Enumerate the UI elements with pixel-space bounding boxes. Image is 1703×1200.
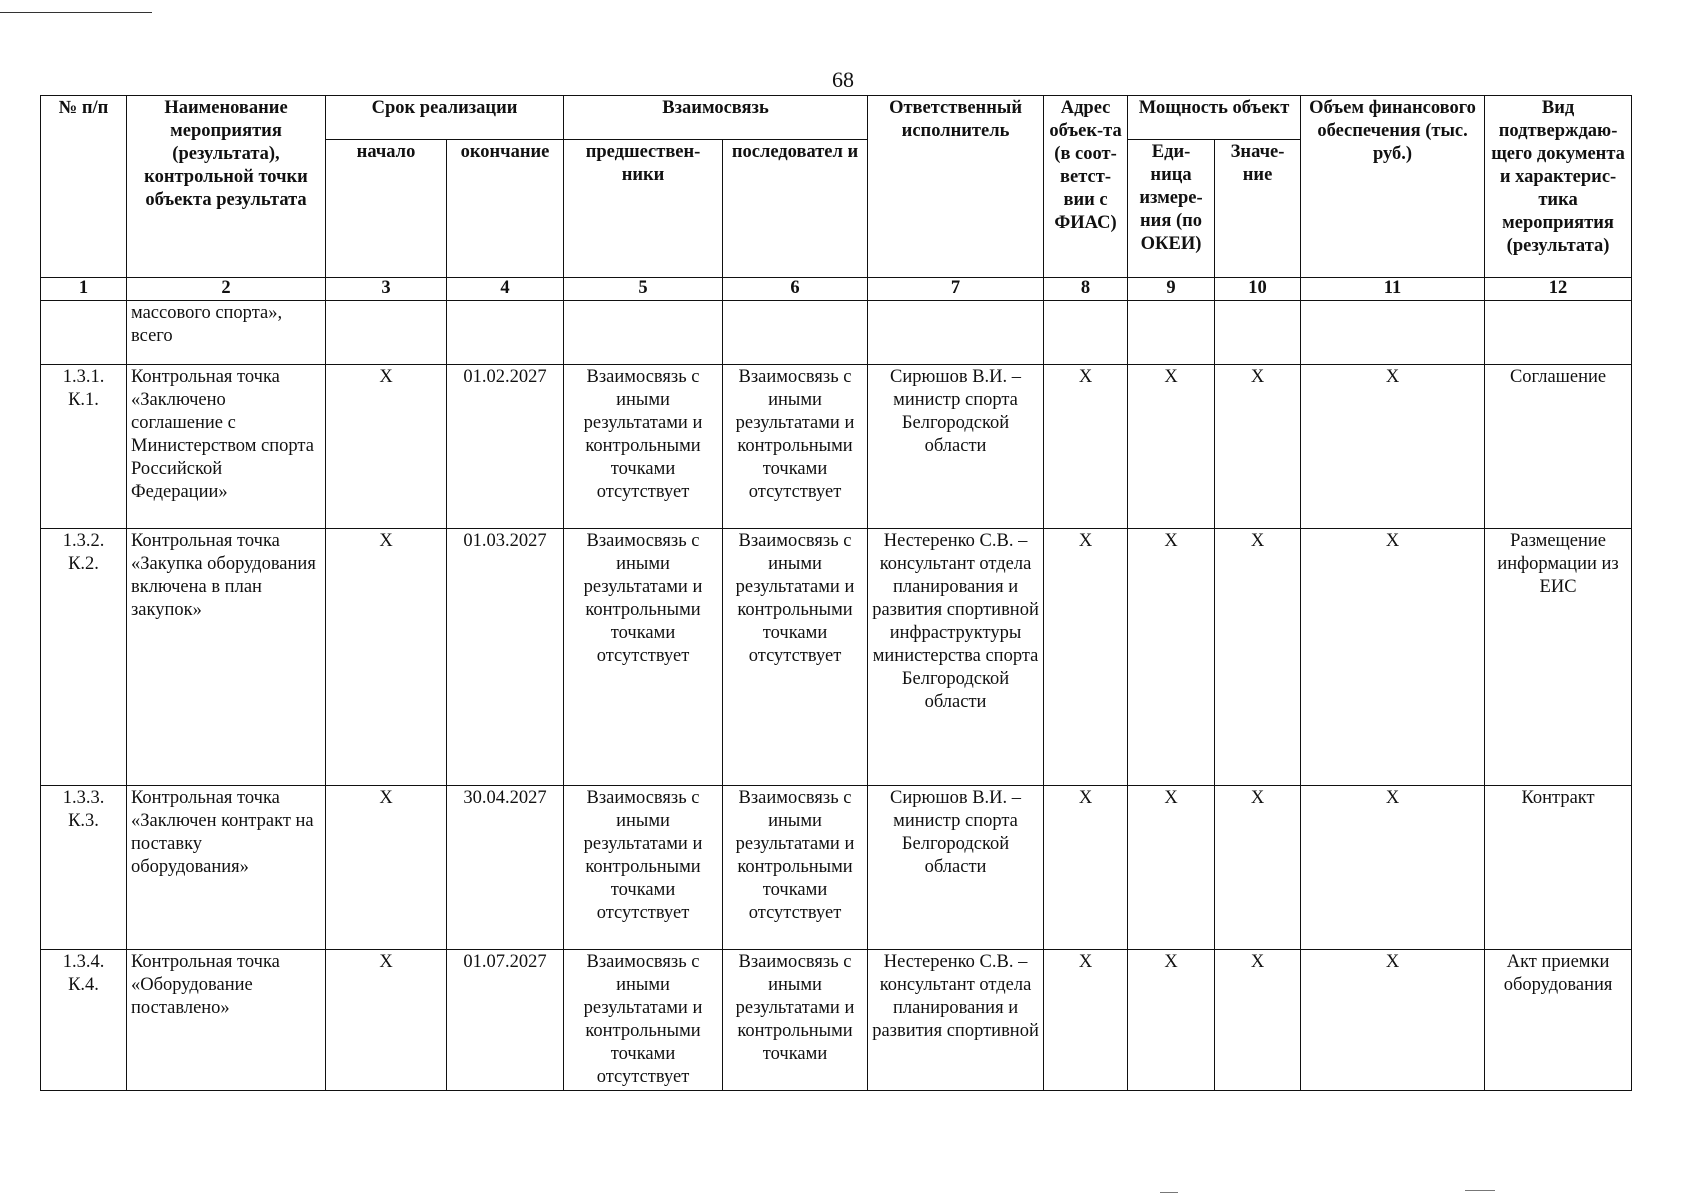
cell-end: 30.04.2027: [447, 786, 564, 950]
table-row: [41, 786, 1632, 950]
cell-predecessors: Взаимосвязь с иными результатами и контрольными точками отсутствует: [564, 950, 723, 1091]
header-num: № п/п: [41, 96, 127, 278]
cell-finance: X: [1301, 365, 1485, 529]
header-successors: последовател и: [723, 140, 868, 278]
cell-address: X: [1044, 950, 1128, 1091]
cell-document: Размещение информации из ЕИС: [1485, 529, 1632, 786]
cell-predecessors: Взаимосвязь с иными результатами и контрольными точками отсутствует: [564, 365, 723, 529]
cell-unit: X: [1128, 529, 1215, 786]
column-number: 2: [127, 278, 326, 301]
header-address: Адрес объек-та (в соот-ветст-вии с ФИАС): [1044, 96, 1128, 278]
cell-empty: [447, 301, 564, 365]
cell-name: Контрольная точка «Оборудование поставлено»: [127, 950, 326, 1091]
cell-start: X: [326, 786, 447, 950]
cell-name: Контрольная точка «Закупка оборудования включена в план закупок»: [127, 529, 326, 786]
column-number: 5: [564, 278, 723, 301]
column-number: 8: [1044, 278, 1128, 301]
header-relation: Взаимосвязь: [564, 96, 868, 140]
scan-mark: [1465, 1190, 1495, 1191]
cell-start: X: [326, 529, 447, 786]
cell-address: X: [1044, 365, 1128, 529]
column-number-row: [41, 278, 1632, 301]
cell-value: X: [1215, 365, 1301, 529]
cell-unit: X: [1128, 365, 1215, 529]
header-predecessors: предшествен-ники: [564, 140, 723, 278]
cell-num: 1.3.3. К.3.: [41, 786, 127, 950]
column-number: 12: [1485, 278, 1632, 301]
cell-responsible: Нестеренко С.В. – консультант отдела планирования и развития спортивной инфраструктуры министерства спорта Белгородской области: [868, 529, 1044, 786]
cell-value: X: [1215, 950, 1301, 1091]
cell-end: 01.07.2027: [447, 950, 564, 1091]
cell-empty: [868, 301, 1044, 365]
cell-value: X: [1215, 529, 1301, 786]
table-row: [41, 529, 1632, 786]
cell-address: X: [1044, 786, 1128, 950]
cell-empty: [41, 301, 127, 365]
cell-responsible: Нестеренко С.В. – консультант отдела планирования и развития спортивной: [868, 950, 1044, 1091]
column-number: 11: [1301, 278, 1485, 301]
header-name: Наименование мероприятия (результата), контрольной точки объекта результата: [127, 96, 326, 278]
cell-responsible: Сирюшов В.И. – министр спорта Белгородской области: [868, 365, 1044, 529]
column-number: 3: [326, 278, 447, 301]
cell-name: Контрольная точка «Заключен контракт на поставку оборудования»: [127, 786, 326, 950]
cell-document: Акт приемки оборудования: [1485, 950, 1632, 1091]
header-document: Вид подтверждаю-щего документа и характерис-тика мероприятия (результата): [1485, 96, 1632, 278]
cell-unit: X: [1128, 950, 1215, 1091]
header-unit: Еди-ница измере-ния (по ОКЕИ): [1128, 140, 1215, 278]
header-term: Срок реализации: [326, 96, 564, 140]
cell-successors: Взаимосвязь с иными результатами и контрольными точками отсутствует: [723, 786, 868, 950]
column-number: 7: [868, 278, 1044, 301]
cell-num: 1.3.1. К.1.: [41, 365, 127, 529]
cell-empty: [1301, 301, 1485, 365]
cell-empty: [1485, 301, 1632, 365]
header-row-1: [41, 96, 1632, 140]
cell-num: 1.3.2. К.2.: [41, 529, 127, 786]
cell-name: массового спорта», всего: [127, 301, 326, 365]
header-finance: Объем финансового обеспечения (тыс. руб.): [1301, 96, 1485, 278]
cell-unit: X: [1128, 786, 1215, 950]
header-power: Мощность объект: [1128, 96, 1301, 140]
cell-successors: Взаимосвязь с иными результатами и контрольными точками отсутствует: [723, 365, 868, 529]
cell-start: X: [326, 950, 447, 1091]
cell-document: Контракт: [1485, 786, 1632, 950]
cell-successors: Взаимосвязь с иными результатами и контрольными точками отсутствует: [723, 529, 868, 786]
cell-empty: [1044, 301, 1128, 365]
column-number: 9: [1128, 278, 1215, 301]
cell-empty: [326, 301, 447, 365]
cell-address: X: [1044, 529, 1128, 786]
cell-empty: [1128, 301, 1215, 365]
scan-mark: [1160, 1192, 1178, 1193]
plan-table: [40, 95, 1632, 1091]
table-row-continuation: [41, 301, 1632, 365]
table-row: [41, 950, 1632, 1091]
cell-responsible: Сирюшов В.И. – министр спорта Белгородской области: [868, 786, 1044, 950]
cell-finance: X: [1301, 529, 1485, 786]
cell-empty: [723, 301, 868, 365]
cell-start: X: [326, 365, 447, 529]
cell-document: Соглашение: [1485, 365, 1632, 529]
table-row: [41, 365, 1632, 529]
top-rule: [0, 12, 152, 13]
cell-end: 01.02.2027: [447, 365, 564, 529]
cell-successors: Взаимосвязь с иными результатами и контрольными точками: [723, 950, 868, 1091]
header-start: начало: [326, 140, 447, 278]
cell-predecessors: Взаимосвязь с иными результатами и контрольными точками отсутствует: [564, 786, 723, 950]
cell-finance: X: [1301, 786, 1485, 950]
cell-value: X: [1215, 786, 1301, 950]
header-value: Значе-ние: [1215, 140, 1301, 278]
column-number: 1: [41, 278, 127, 301]
cell-name: Контрольная точка «Заключено соглашение с Министерством спорта Российской Федерации»: [127, 365, 326, 529]
cell-predecessors: Взаимосвязь с иными результатами и контрольными точками отсутствует: [564, 529, 723, 786]
column-number: 10: [1215, 278, 1301, 301]
page-number: 68: [832, 67, 854, 92]
cell-empty: [1215, 301, 1301, 365]
cell-empty: [564, 301, 723, 365]
column-number: 6: [723, 278, 868, 301]
cell-finance: X: [1301, 950, 1485, 1091]
document-page: [40, 95, 1632, 1091]
header-responsible: Ответственный исполнитель: [868, 96, 1044, 278]
header-end: окончание: [447, 140, 564, 278]
cell-num: 1.3.4. К.4.: [41, 950, 127, 1091]
cell-end: 01.03.2027: [447, 529, 564, 786]
column-number: 4: [447, 278, 564, 301]
